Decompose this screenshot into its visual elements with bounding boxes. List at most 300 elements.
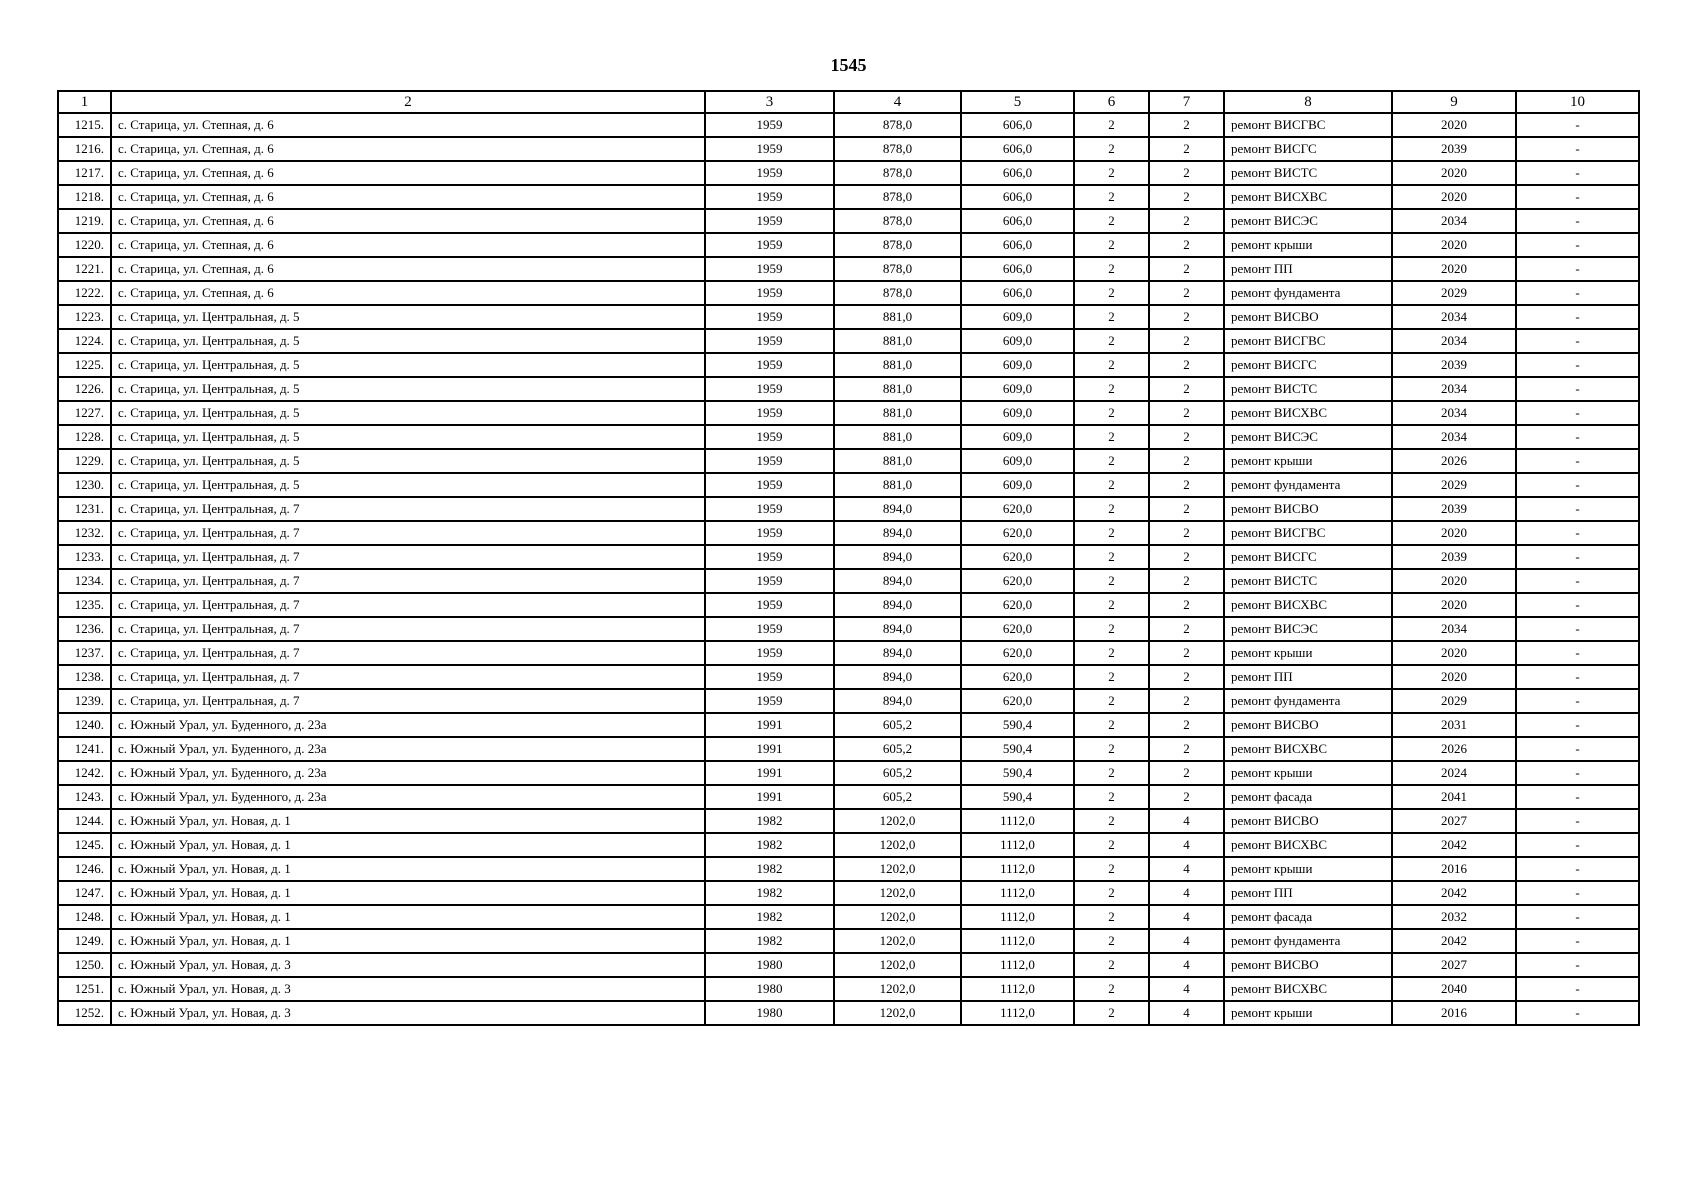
cell-address: с. Старица, ул. Центральная, д. 5 [111, 329, 705, 353]
cell-note: - [1516, 761, 1639, 785]
cell-repair-type: ремонт ВИСЭС [1224, 209, 1392, 233]
cell-address: с. Старица, ул. Центральная, д. 5 [111, 449, 705, 473]
table-row [58, 737, 1639, 761]
cell-row-number: 1236. [58, 617, 111, 641]
cell-total-area: 1202,0 [834, 881, 961, 905]
cell-entrances: 2 [1149, 113, 1224, 137]
cell-living-area: 620,0 [961, 569, 1074, 593]
cell-total-area: 881,0 [834, 305, 961, 329]
cell-address: с. Южный Урал, ул. Новая, д. 3 [111, 953, 705, 977]
cell-floors: 2 [1074, 353, 1149, 377]
cell-entrances: 2 [1149, 473, 1224, 497]
cell-build-year: 1959 [705, 425, 834, 449]
cell-total-area: 605,2 [834, 761, 961, 785]
cell-repair-year: 2039 [1392, 137, 1516, 161]
cell-repair-type: ремонт ПП [1224, 665, 1392, 689]
cell-repair-type: ремонт крыши [1224, 857, 1392, 881]
cell-entrances: 2 [1149, 353, 1224, 377]
cell-row-number: 1235. [58, 593, 111, 617]
cell-living-area: 606,0 [961, 113, 1074, 137]
cell-floors: 2 [1074, 497, 1149, 521]
cell-repair-type: ремонт ВИСХВС [1224, 593, 1392, 617]
cell-repair-year: 2020 [1392, 521, 1516, 545]
cell-total-area: 894,0 [834, 665, 961, 689]
cell-total-area: 894,0 [834, 521, 961, 545]
cell-entrances: 2 [1149, 185, 1224, 209]
cell-floors: 2 [1074, 569, 1149, 593]
cell-address: с. Южный Урал, ул. Новая, д. 1 [111, 881, 705, 905]
cell-floors: 2 [1074, 545, 1149, 569]
cell-repair-year: 2026 [1392, 449, 1516, 473]
cell-repair-type: ремонт ВИСГС [1224, 353, 1392, 377]
cell-floors: 2 [1074, 521, 1149, 545]
cell-repair-year: 2042 [1392, 881, 1516, 905]
cell-repair-year: 2034 [1392, 377, 1516, 401]
cell-note: - [1516, 929, 1639, 953]
cell-living-area: 620,0 [961, 521, 1074, 545]
cell-entrances: 4 [1149, 809, 1224, 833]
cell-note: - [1516, 449, 1639, 473]
table-row [58, 521, 1639, 545]
cell-address: с. Южный Урал, ул. Новая, д. 1 [111, 809, 705, 833]
cell-repair-type: ремонт ВИСХВС [1224, 833, 1392, 857]
cell-repair-type: ремонт ВИСТС [1224, 569, 1392, 593]
cell-floors: 2 [1074, 425, 1149, 449]
cell-living-area: 590,4 [961, 713, 1074, 737]
cell-entrances: 2 [1149, 593, 1224, 617]
cell-build-year: 1982 [705, 857, 834, 881]
cell-address: с. Южный Урал, ул. Новая, д. 1 [111, 905, 705, 929]
cell-entrances: 2 [1149, 665, 1224, 689]
cell-entrances: 2 [1149, 161, 1224, 185]
table-row [58, 209, 1639, 233]
cell-repair-type: ремонт ВИСГС [1224, 137, 1392, 161]
cell-entrances: 2 [1149, 209, 1224, 233]
cell-floors: 2 [1074, 449, 1149, 473]
cell-living-area: 1112,0 [961, 833, 1074, 857]
cell-row-number: 1242. [58, 761, 111, 785]
cell-living-area: 1112,0 [961, 929, 1074, 953]
cell-living-area: 609,0 [961, 329, 1074, 353]
cell-floors: 2 [1074, 401, 1149, 425]
cell-repair-year: 2020 [1392, 113, 1516, 137]
cell-build-year: 1959 [705, 401, 834, 425]
cell-build-year: 1959 [705, 665, 834, 689]
cell-living-area: 606,0 [961, 185, 1074, 209]
cell-row-number: 1219. [58, 209, 111, 233]
cell-repair-type: ремонт ВИСГВС [1224, 113, 1392, 137]
cell-living-area: 606,0 [961, 281, 1074, 305]
cell-note: - [1516, 137, 1639, 161]
cell-row-number: 1246. [58, 857, 111, 881]
cell-total-area: 878,0 [834, 161, 961, 185]
cell-repair-type: ремонт крыши [1224, 1001, 1392, 1025]
cell-repair-year: 2034 [1392, 401, 1516, 425]
cell-repair-year: 2039 [1392, 545, 1516, 569]
cell-repair-year: 2020 [1392, 641, 1516, 665]
cell-repair-year: 2020 [1392, 257, 1516, 281]
cell-note: - [1516, 377, 1639, 401]
table-row [58, 857, 1639, 881]
cell-build-year: 1959 [705, 689, 834, 713]
column-header: 2 [111, 91, 705, 113]
cell-total-area: 1202,0 [834, 953, 961, 977]
cell-address: с. Южный Урал, ул. Буденного, д. 23а [111, 785, 705, 809]
cell-row-number: 1244. [58, 809, 111, 833]
cell-row-number: 1218. [58, 185, 111, 209]
cell-note: - [1516, 353, 1639, 377]
cell-living-area: 620,0 [961, 545, 1074, 569]
cell-entrances: 2 [1149, 545, 1224, 569]
cell-total-area: 878,0 [834, 113, 961, 137]
cell-address: с. Старица, ул. Степная, д. 6 [111, 281, 705, 305]
cell-living-area: 590,4 [961, 761, 1074, 785]
table-row [58, 353, 1639, 377]
cell-build-year: 1959 [705, 449, 834, 473]
cell-repair-year: 2020 [1392, 593, 1516, 617]
table-row [58, 377, 1639, 401]
cell-row-number: 1231. [58, 497, 111, 521]
cell-total-area: 881,0 [834, 401, 961, 425]
cell-note: - [1516, 857, 1639, 881]
cell-living-area: 609,0 [961, 305, 1074, 329]
table-row [58, 257, 1639, 281]
table-body [58, 113, 1639, 1025]
cell-total-area: 894,0 [834, 569, 961, 593]
cell-living-area: 620,0 [961, 593, 1074, 617]
cell-total-area: 1202,0 [834, 977, 961, 1001]
cell-note: - [1516, 785, 1639, 809]
cell-row-number: 1243. [58, 785, 111, 809]
cell-floors: 2 [1074, 1001, 1149, 1025]
cell-total-area: 1202,0 [834, 1001, 961, 1025]
cell-address: с. Старица, ул. Степная, д. 6 [111, 209, 705, 233]
cell-address: с. Южный Урал, ул. Новая, д. 3 [111, 1001, 705, 1025]
cell-address: с. Старица, ул. Центральная, д. 7 [111, 689, 705, 713]
table-row [58, 329, 1639, 353]
cell-total-area: 881,0 [834, 449, 961, 473]
cell-address: с. Старица, ул. Центральная, д. 7 [111, 641, 705, 665]
cell-total-area: 605,2 [834, 785, 961, 809]
cell-floors: 2 [1074, 809, 1149, 833]
cell-note: - [1516, 185, 1639, 209]
cell-repair-type: ремонт ВИСГВС [1224, 329, 1392, 353]
cell-total-area: 881,0 [834, 329, 961, 353]
cell-address: с. Старица, ул. Центральная, д. 7 [111, 545, 705, 569]
cell-floors: 2 [1074, 737, 1149, 761]
cell-address: с. Старица, ул. Центральная, д. 5 [111, 377, 705, 401]
cell-note: - [1516, 473, 1639, 497]
cell-repair-type: ремонт ВИСТС [1224, 161, 1392, 185]
header-row [58, 91, 1639, 113]
cell-total-area: 1202,0 [834, 929, 961, 953]
cell-address: с. Южный Урал, ул. Буденного, д. 23а [111, 737, 705, 761]
table-row [58, 761, 1639, 785]
column-header: 1 [58, 91, 111, 113]
cell-floors: 2 [1074, 209, 1149, 233]
cell-note: - [1516, 281, 1639, 305]
cell-repair-type: ремонт ВИСГВС [1224, 521, 1392, 545]
cell-note: - [1516, 521, 1639, 545]
cell-entrances: 2 [1149, 641, 1224, 665]
cell-entrances: 2 [1149, 257, 1224, 281]
cell-row-number: 1223. [58, 305, 111, 329]
cell-address: с. Старица, ул. Центральная, д. 7 [111, 593, 705, 617]
cell-repair-year: 2034 [1392, 425, 1516, 449]
cell-repair-type: ремонт фундамента [1224, 929, 1392, 953]
cell-total-area: 1202,0 [834, 857, 961, 881]
cell-build-year: 1980 [705, 977, 834, 1001]
table-row [58, 569, 1639, 593]
table-row [58, 449, 1639, 473]
cell-note: - [1516, 881, 1639, 905]
cell-entrances: 4 [1149, 953, 1224, 977]
cell-note: - [1516, 257, 1639, 281]
cell-build-year: 1959 [705, 233, 834, 257]
cell-build-year: 1959 [705, 545, 834, 569]
cell-floors: 2 [1074, 161, 1149, 185]
cell-row-number: 1232. [58, 521, 111, 545]
cell-repair-type: ремонт ВИСЭС [1224, 617, 1392, 641]
cell-build-year: 1959 [705, 497, 834, 521]
cell-total-area: 1202,0 [834, 905, 961, 929]
cell-living-area: 620,0 [961, 497, 1074, 521]
cell-entrances: 2 [1149, 617, 1224, 641]
cell-repair-year: 2029 [1392, 281, 1516, 305]
cell-note: - [1516, 113, 1639, 137]
table-row [58, 1001, 1639, 1025]
cell-build-year: 1959 [705, 281, 834, 305]
table-row [58, 593, 1639, 617]
cell-living-area: 609,0 [961, 353, 1074, 377]
cell-floors: 2 [1074, 113, 1149, 137]
repair-schedule-table [57, 90, 1640, 1026]
cell-entrances: 2 [1149, 449, 1224, 473]
cell-address: с. Старица, ул. Центральная, д. 5 [111, 353, 705, 377]
cell-total-area: 894,0 [834, 689, 961, 713]
cell-entrances: 4 [1149, 977, 1224, 1001]
cell-row-number: 1250. [58, 953, 111, 977]
cell-repair-year: 2029 [1392, 473, 1516, 497]
cell-row-number: 1241. [58, 737, 111, 761]
cell-address: с. Южный Урал, ул. Новая, д. 3 [111, 977, 705, 1001]
cell-floors: 2 [1074, 833, 1149, 857]
cell-row-number: 1233. [58, 545, 111, 569]
cell-entrances: 2 [1149, 329, 1224, 353]
cell-entrances: 2 [1149, 785, 1224, 809]
cell-entrances: 2 [1149, 137, 1224, 161]
cell-row-number: 1240. [58, 713, 111, 737]
cell-entrances: 4 [1149, 905, 1224, 929]
table-row [58, 161, 1639, 185]
cell-repair-type: ремонт ВИСЭС [1224, 425, 1392, 449]
cell-build-year: 1991 [705, 761, 834, 785]
cell-row-number: 1234. [58, 569, 111, 593]
cell-total-area: 605,2 [834, 713, 961, 737]
cell-address: с. Старица, ул. Центральная, д. 5 [111, 305, 705, 329]
cell-note: - [1516, 425, 1639, 449]
cell-living-area: 1112,0 [961, 857, 1074, 881]
column-header: 5 [961, 91, 1074, 113]
cell-living-area: 620,0 [961, 689, 1074, 713]
cell-row-number: 1230. [58, 473, 111, 497]
cell-entrances: 4 [1149, 857, 1224, 881]
cell-address: с. Старица, ул. Центральная, д. 7 [111, 497, 705, 521]
cell-build-year: 1959 [705, 209, 834, 233]
cell-floors: 2 [1074, 905, 1149, 929]
cell-repair-year: 2034 [1392, 305, 1516, 329]
cell-floors: 2 [1074, 785, 1149, 809]
table-row [58, 905, 1639, 929]
cell-floors: 2 [1074, 689, 1149, 713]
cell-repair-year: 2039 [1392, 353, 1516, 377]
cell-repair-year: 2020 [1392, 161, 1516, 185]
cell-address: с. Старица, ул. Центральная, д. 5 [111, 401, 705, 425]
cell-floors: 2 [1074, 377, 1149, 401]
cell-entrances: 2 [1149, 281, 1224, 305]
column-header: 10 [1516, 91, 1639, 113]
cell-address: с. Старица, ул. Степная, д. 6 [111, 185, 705, 209]
cell-build-year: 1959 [705, 641, 834, 665]
cell-address: с. Старица, ул. Степная, д. 6 [111, 233, 705, 257]
table-row [58, 953, 1639, 977]
cell-address: с. Старица, ул. Центральная, д. 7 [111, 569, 705, 593]
table-row [58, 833, 1639, 857]
column-header: 3 [705, 91, 834, 113]
cell-note: - [1516, 641, 1639, 665]
cell-row-number: 1249. [58, 929, 111, 953]
cell-row-number: 1239. [58, 689, 111, 713]
cell-living-area: 620,0 [961, 641, 1074, 665]
cell-repair-type: ремонт фасада [1224, 905, 1392, 929]
cell-living-area: 1112,0 [961, 1001, 1074, 1025]
cell-living-area: 609,0 [961, 449, 1074, 473]
cell-note: - [1516, 833, 1639, 857]
column-header: 7 [1149, 91, 1224, 113]
cell-repair-type: ремонт ВИСВО [1224, 713, 1392, 737]
table-row [58, 809, 1639, 833]
table-row [58, 497, 1639, 521]
cell-repair-year: 2042 [1392, 929, 1516, 953]
table-row [58, 305, 1639, 329]
cell-row-number: 1217. [58, 161, 111, 185]
cell-floors: 2 [1074, 185, 1149, 209]
column-header: 9 [1392, 91, 1516, 113]
cell-living-area: 620,0 [961, 617, 1074, 641]
cell-build-year: 1982 [705, 929, 834, 953]
cell-floors: 2 [1074, 857, 1149, 881]
cell-note: - [1516, 593, 1639, 617]
cell-note: - [1516, 953, 1639, 977]
cell-row-number: 1252. [58, 1001, 111, 1025]
cell-note: - [1516, 329, 1639, 353]
cell-row-number: 1237. [58, 641, 111, 665]
cell-floors: 2 [1074, 617, 1149, 641]
cell-note: - [1516, 161, 1639, 185]
cell-floors: 2 [1074, 953, 1149, 977]
cell-living-area: 620,0 [961, 665, 1074, 689]
cell-row-number: 1251. [58, 977, 111, 1001]
cell-entrances: 2 [1149, 689, 1224, 713]
cell-build-year: 1959 [705, 257, 834, 281]
cell-build-year: 1959 [705, 473, 834, 497]
cell-living-area: 609,0 [961, 473, 1074, 497]
cell-repair-type: ремонт ВИСХВС [1224, 185, 1392, 209]
cell-row-number: 1229. [58, 449, 111, 473]
table-row [58, 617, 1639, 641]
cell-repair-type: ремонт ВИСВО [1224, 809, 1392, 833]
cell-row-number: 1226. [58, 377, 111, 401]
cell-entrances: 4 [1149, 929, 1224, 953]
cell-repair-year: 2042 [1392, 833, 1516, 857]
cell-floors: 2 [1074, 593, 1149, 617]
cell-repair-year: 2020 [1392, 233, 1516, 257]
cell-build-year: 1959 [705, 305, 834, 329]
cell-total-area: 894,0 [834, 617, 961, 641]
cell-repair-year: 2020 [1392, 569, 1516, 593]
cell-row-number: 1225. [58, 353, 111, 377]
cell-repair-type: ремонт ВИСВО [1224, 305, 1392, 329]
cell-build-year: 1991 [705, 713, 834, 737]
cell-total-area: 605,2 [834, 737, 961, 761]
cell-entrances: 2 [1149, 521, 1224, 545]
cell-build-year: 1959 [705, 617, 834, 641]
cell-floors: 2 [1074, 233, 1149, 257]
cell-build-year: 1959 [705, 593, 834, 617]
cell-repair-type: ремонт ВИСХВС [1224, 401, 1392, 425]
cell-living-area: 590,4 [961, 737, 1074, 761]
cell-address: с. Старица, ул. Степная, д. 6 [111, 113, 705, 137]
cell-address: с. Южный Урал, ул. Новая, д. 1 [111, 857, 705, 881]
cell-total-area: 878,0 [834, 209, 961, 233]
cell-repair-year: 2029 [1392, 689, 1516, 713]
table-row [58, 665, 1639, 689]
column-header: 6 [1074, 91, 1149, 113]
cell-repair-type: ремонт ВИСГС [1224, 545, 1392, 569]
cell-row-number: 1215. [58, 113, 111, 137]
cell-total-area: 1202,0 [834, 809, 961, 833]
cell-repair-year: 2020 [1392, 185, 1516, 209]
table-row [58, 929, 1639, 953]
cell-floors: 2 [1074, 713, 1149, 737]
cell-entrances: 4 [1149, 833, 1224, 857]
cell-row-number: 1247. [58, 881, 111, 905]
cell-repair-type: ремонт крыши [1224, 233, 1392, 257]
cell-row-number: 1228. [58, 425, 111, 449]
cell-entrances: 2 [1149, 713, 1224, 737]
cell-note: - [1516, 305, 1639, 329]
cell-repair-type: ремонт ПП [1224, 257, 1392, 281]
cell-build-year: 1959 [705, 137, 834, 161]
cell-row-number: 1216. [58, 137, 111, 161]
cell-build-year: 1991 [705, 785, 834, 809]
cell-build-year: 1959 [705, 353, 834, 377]
cell-row-number: 1245. [58, 833, 111, 857]
cell-note: - [1516, 569, 1639, 593]
cell-total-area: 878,0 [834, 185, 961, 209]
cell-entrances: 2 [1149, 737, 1224, 761]
page-number: 1545 [830, 55, 867, 75]
cell-note: - [1516, 209, 1639, 233]
cell-total-area: 881,0 [834, 377, 961, 401]
cell-total-area: 878,0 [834, 137, 961, 161]
cell-note: - [1516, 233, 1639, 257]
cell-repair-year: 2020 [1392, 665, 1516, 689]
cell-build-year: 1959 [705, 185, 834, 209]
cell-living-area: 609,0 [961, 401, 1074, 425]
table-row [58, 281, 1639, 305]
cell-repair-year: 2032 [1392, 905, 1516, 929]
